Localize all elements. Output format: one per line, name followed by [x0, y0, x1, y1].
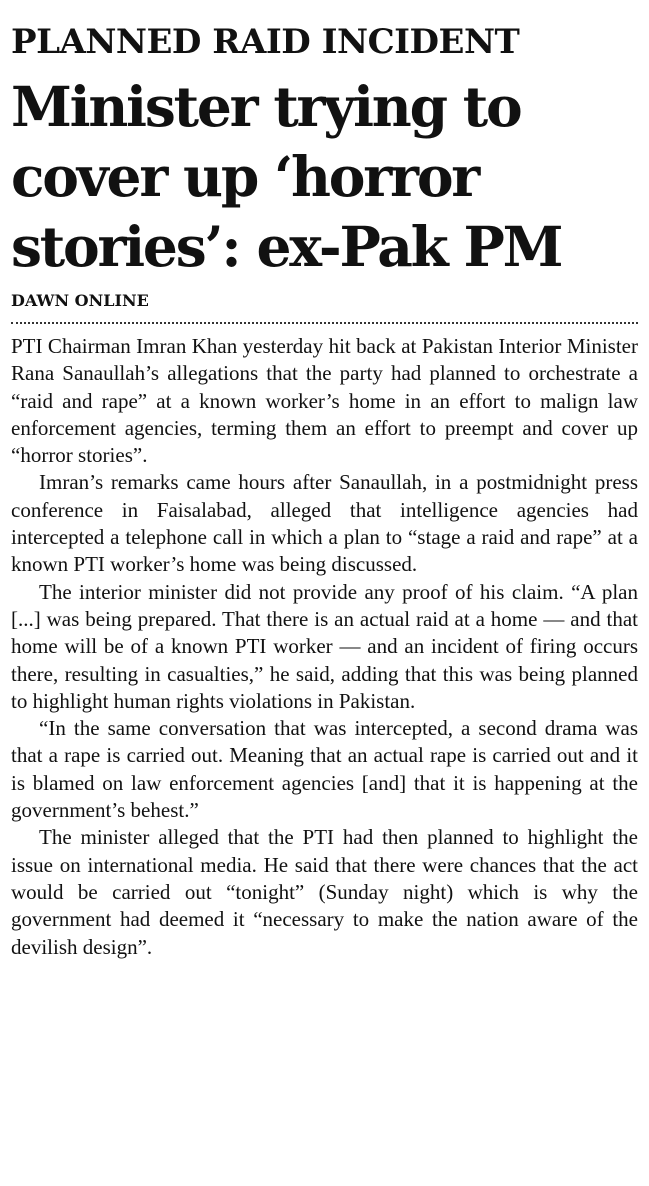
article-byline: DAWN ONLINE — [11, 291, 149, 310]
article-paragraph: The interior minister did not provide any proof of his claim. “A plan [...] was being prepared. That there is an actual raid at a home — and that home will be of a known PTI worker — and an incident of firing occurs there, resulting in casualties,” he said, adding that this was being planned to highlight human rights violations in Pakistan. — [11, 579, 638, 713]
article-kicker: PLANNED RAID INCIDENT — [11, 22, 520, 62]
article-paragraph: Imran’s remarks came hours after Sanaullah, in a postmidnight press conference in Faisalabad, alleged that intelligence agencies had intercepted a telephone call in which a plan to “stage a raid and rape” at a known PTI worker’s home was being discussed. — [11, 470, 638, 577]
article-body — [11, 333, 638, 961]
headline-line: stories’: ex-Pak PM — [11, 214, 562, 279]
headline-line: cover up ‘horror — [11, 144, 479, 209]
dotted-divider — [11, 322, 638, 324]
article-headline — [11, 72, 638, 282]
article-paragraph: “In the same conversation that was intercepted, a second drama was that a rape is carried out. Meaning that an actual rape is carried out and it is blamed on law enforcement agencies [and] that it is happening at the government’s behest.” — [11, 716, 638, 823]
article-paragraph: The minister alleged that the PTI had then planned to highlight the issue on international media. He said that there were chances that the act would be carried out “tonight” (Sunday night) which is why the government had deemed it “necessary to make the nation aware of the devilish design”. — [11, 825, 638, 959]
headline-line: Minister trying to — [11, 74, 521, 139]
article-paragraph: PTI Chairman Imran Khan yesterday hit back at Pakistan Interior Minister Rana Sanaullah’s allegations that the party had planned to orchestrate a “raid and rape” at a known worker’s home in an effort to malign law enforcement agencies, terming them an effort to preempt and cover up “horror stories”. — [11, 334, 638, 468]
